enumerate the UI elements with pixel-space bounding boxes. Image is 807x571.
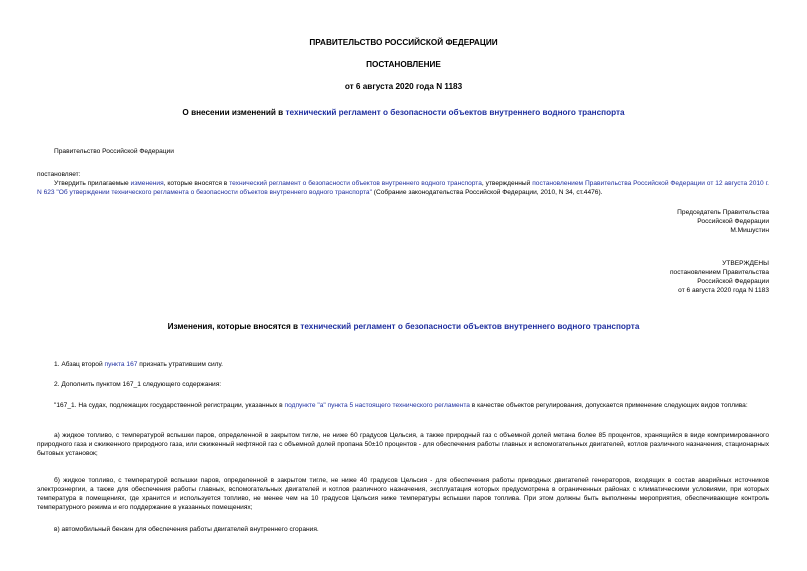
signature-name: М.Мишустин (730, 227, 769, 235)
approved-block (670, 259, 769, 295)
item-167-link[interactable]: пункта 167 (104, 361, 138, 368)
subparagraph-b: б) жидкое топливо, с температурой вспышки паров, определенной в закрытом тигле, не ниже 40 градусов Цельсия - для обеспечения работы приводных двигателей генераторов, входящих в состав аварийных источников электроэнергии, а также для обеспечения работы главных, вспомогательных двигателей и котлов различного назначения, эксплуатация которых предусмотрена в ограниченных районах с климатическими условиями, при которых температура в помещениях, где хранится и используется топливо, не менее чем на 10 градусов Цельсия ниже температуры вспышки паров топлива. При этом должны быть выполнены мероприятия, обеспечивающие контроль температурного режима и его поддержание в указанных помещениях; (37, 477, 769, 512)
approve-text-2: , которые вносятся в (163, 180, 228, 187)
subparagraph-v: в) автомобильный бензин для обеспечения работы двигателей внутреннего сгорания. (54, 526, 319, 533)
p167-text-b: в качестве объектов регулирования, допускается применение следующих видов топлива: (469, 402, 748, 409)
signature-block (677, 208, 769, 235)
approve-text-1: Утвердить прилагаемые (54, 180, 129, 187)
approved-by: постановлением Правительства (669, 269, 769, 277)
item-1-text-a: 1. Абзац второй (54, 361, 103, 368)
approve-paragraph (37, 179, 769, 197)
decree-623-link[interactable]: постановлением Правительства Российской Федерации от 12 августа 2010 г. N 623 "Об утверждении технического регламента о безопасности объектов внутреннего водного транспорта" (37, 180, 770, 197)
item-1-text-b: признать утратившим силу. (137, 361, 223, 368)
changes-link[interactable]: изменения (130, 180, 164, 187)
item-2: 2. Дополнить пунктом 167_1 следующего содержания: (54, 381, 222, 388)
decrees-word: постановляет: (37, 171, 81, 178)
document-type: ПОСТАНОВЛЕНИЕ (366, 60, 441, 69)
item-1 (37, 360, 769, 369)
document-title-link[interactable]: технический регламент о безопасности объектов внутреннего водного транспорта (285, 108, 625, 117)
government-line: Правительство Российской Федерации (54, 148, 174, 155)
document-title-prefix: О внесении изменений в (182, 108, 284, 117)
item-5-link[interactable]: пункта 5 настоящего технического регламента (327, 402, 470, 409)
subparagraph-a: а) жидкое топливо, с температурой вспышки паров, определенной в закрытом тигле, не ниже 60 градусов Цельсия, а также природный газ с объемной долей метана более 85 процентов, хранящийся в виде компримированного природного газа и сжиженного природного газа, или сжиженный нефтяной газ с объемной долей пропана 50±10 процентов - для обеспечения работы главных и вспомогательных двигателей, котлов различного назначения, стационарных бытовых установок; (37, 432, 769, 458)
paragraph-167-1 (37, 401, 769, 410)
changes-title (0, 321, 807, 332)
approve-text-4: (Собрание законодательства Российской Федерации, 2010, N 34, ст.4476). (371, 189, 603, 197)
document-title (0, 107, 807, 118)
document-date-number: от 6 августа 2020 года N 1183 (344, 82, 463, 91)
signature-country: Российской Федерации (697, 218, 769, 226)
signature-title: Председатель Правительства (677, 209, 769, 216)
approved-date: от 6 августа 2020 года N 1183 (678, 287, 769, 295)
changes-title-prefix: Изменения, которые вносятся в (167, 322, 299, 331)
p167-text-a: "167_1. На судах, подлежащих государственной регистрации, указанных в (54, 402, 283, 409)
regulation-link[interactable]: технический регламент о безопасности объектов внутреннего водного транспорта (229, 180, 482, 187)
government-heading: ПРАВИТЕЛЬСТВО РОССИЙСКОЙ ФЕДЕРАЦИИ (309, 38, 498, 47)
approve-text-3: , утвержденный (481, 180, 531, 187)
subparagraph-a-link[interactable]: подпункте "а" (284, 402, 326, 409)
changes-title-link[interactable]: технический регламент о безопасности объектов внутреннего водного транспорта (300, 322, 640, 331)
approved-label: УТВЕРЖДЕНЫ (722, 260, 769, 267)
approved-country: Российской Федерации (697, 278, 769, 286)
